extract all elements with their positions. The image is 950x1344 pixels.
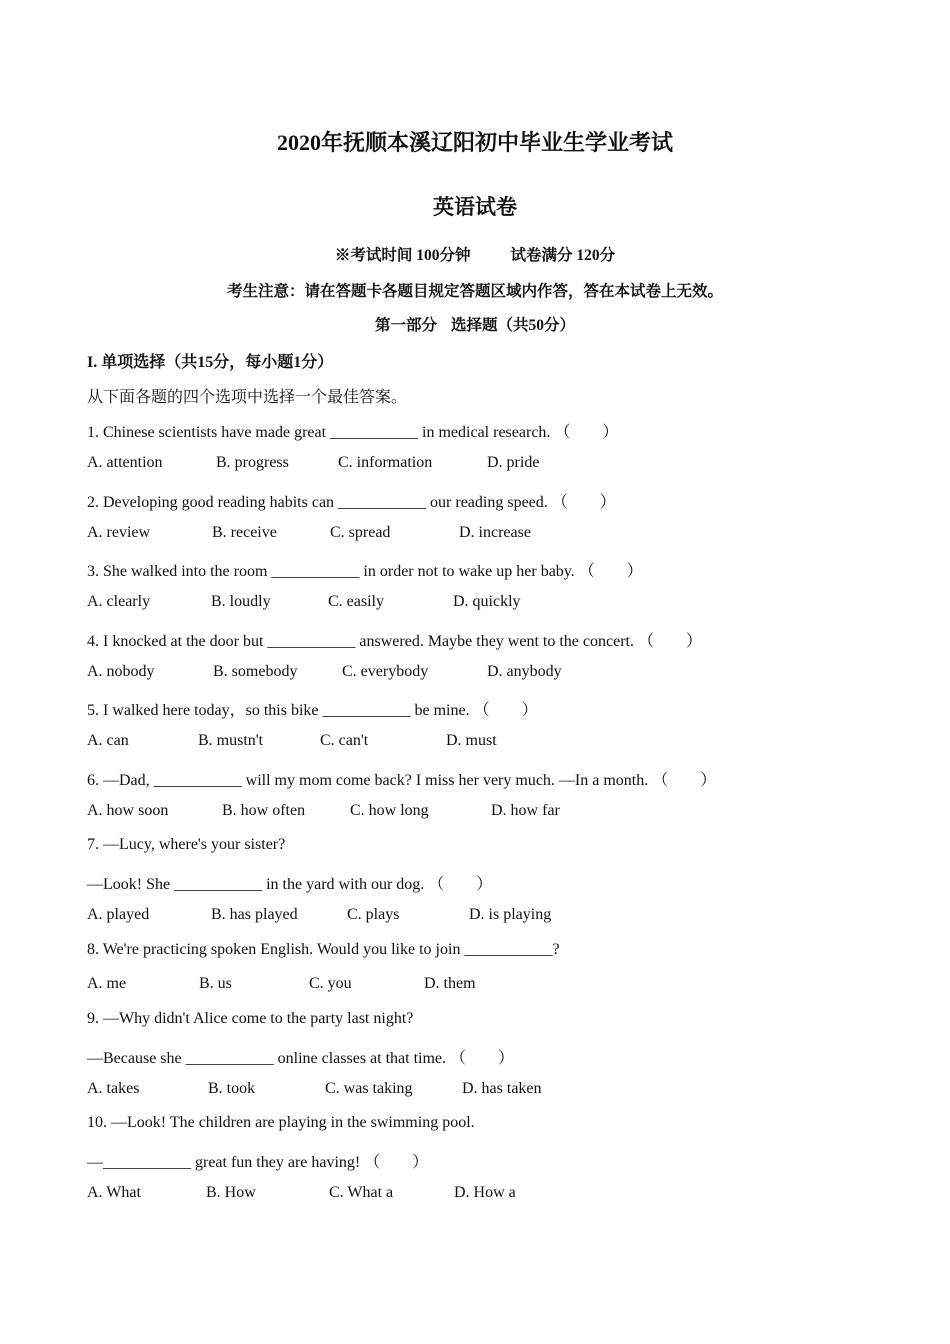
option-b: B. progress <box>216 454 289 471</box>
part-heading <box>0 313 950 335</box>
option-a: A. takes <box>87 1080 140 1097</box>
question-stem: 5. I walked here today，so this bike ___________ be mine. （ ） <box>87 702 538 719</box>
exam-time: ※考试时间 100分钟 <box>334 247 471 264</box>
question-stem: 1. Chinese scientists have made great ___________ in medical research. （ ） <box>87 424 619 441</box>
option-d: D. increase <box>459 524 531 541</box>
option-d: D. pride <box>487 454 540 471</box>
full-score: 试卷满分 120分 <box>510 247 616 264</box>
option-a: A. me <box>87 975 127 992</box>
option-d: D. quickly <box>453 593 521 610</box>
option-a: A. review <box>87 524 151 541</box>
exam-subtitle: 英语试卷 <box>433 195 517 219</box>
option-a: A. played <box>87 906 150 923</box>
question-stem: 3. She walked into the room ___________ in order not to wake up her baby. （ ） <box>87 563 643 580</box>
option-b: B. How <box>206 1184 256 1201</box>
option-c: C. you <box>309 975 352 992</box>
question-stem: 9. —Why didn't Alice come to the party last night? <box>87 1010 414 1027</box>
option-a: A. how soon <box>87 802 169 819</box>
option-b: B. took <box>208 1080 256 1097</box>
option-c: C. everybody <box>342 663 429 680</box>
option-b: B. us <box>199 975 232 992</box>
part-label: 第一部分 <box>374 317 437 334</box>
option-b: B. somebody <box>213 663 298 680</box>
option-b: B. has played <box>211 906 298 923</box>
option-a: A. What <box>87 1184 141 1201</box>
option-d: D. how far <box>491 802 560 819</box>
option-c: C. easily <box>328 593 384 610</box>
option-d: D. How a <box>454 1184 516 1201</box>
option-d: D. has taken <box>462 1080 542 1097</box>
option-c: C. can't <box>320 732 369 749</box>
option-c: C. how long <box>350 802 429 819</box>
question-stem: 6. —Dad, ___________ will my mom come back? I miss her very much. —In a month. （ ） <box>87 772 717 789</box>
option-b: B. how often <box>222 802 306 819</box>
option-a: A. attention <box>87 454 163 471</box>
option-c: C. information <box>338 454 433 471</box>
exam-notice: 考生注意：请在答题卡各题目规定答题区域内作答，答在本试卷上无效。 <box>226 283 723 300</box>
question-stem: 7. —Lucy, where's your sister? <box>87 836 286 853</box>
option-c: C. was taking <box>325 1080 413 1097</box>
question-stem: —Because she ___________ online classes at that time. （ ） <box>87 1050 515 1067</box>
question-stem: 2. Developing good reading habits can ___________ our reading speed. （ ） <box>87 494 616 511</box>
question-stem: 4. I knocked at the door but ___________ answered. Maybe they went to the concert. （ ） <box>87 633 702 650</box>
option-d: D. anybody <box>487 663 562 680</box>
option-a: A. clearly <box>87 593 151 610</box>
question-stem: 10. —Look! The children are playing in the swimming pool. <box>87 1114 475 1131</box>
question-stem: 8. We're practicing spoken English. Would you like to join ___________? <box>87 941 560 958</box>
option-c: C. What a <box>329 1184 394 1201</box>
option-b: B. mustn't <box>198 732 264 749</box>
exam-info <box>0 243 950 265</box>
part-title: 选择题（共50分） <box>451 317 576 334</box>
option-c: C. plays <box>347 906 400 923</box>
section-heading: I. 单项选择（共15分，每小题1分） <box>87 354 334 371</box>
option-b: B. loudly <box>211 593 271 610</box>
section-instruction: 从下面各题的四个选项中选择一个最佳答案。 <box>87 389 408 406</box>
option-a: A. can <box>87 732 129 749</box>
option-d: D. is playing <box>469 906 552 923</box>
option-d: D. them <box>424 975 476 992</box>
option-b: B. receive <box>212 524 277 541</box>
question-stem: —Look! She ___________ in the yard with our dog. （ ） <box>87 876 493 893</box>
option-a: A. nobody <box>87 663 155 680</box>
question-stem: —___________ great fun they are having! （ ） <box>87 1154 429 1171</box>
option-c: C. spread <box>330 524 391 541</box>
option-d: D. must <box>446 732 497 749</box>
exam-title: 2020年抚顺本溪辽阳初中毕业生学业考试 <box>276 130 673 155</box>
